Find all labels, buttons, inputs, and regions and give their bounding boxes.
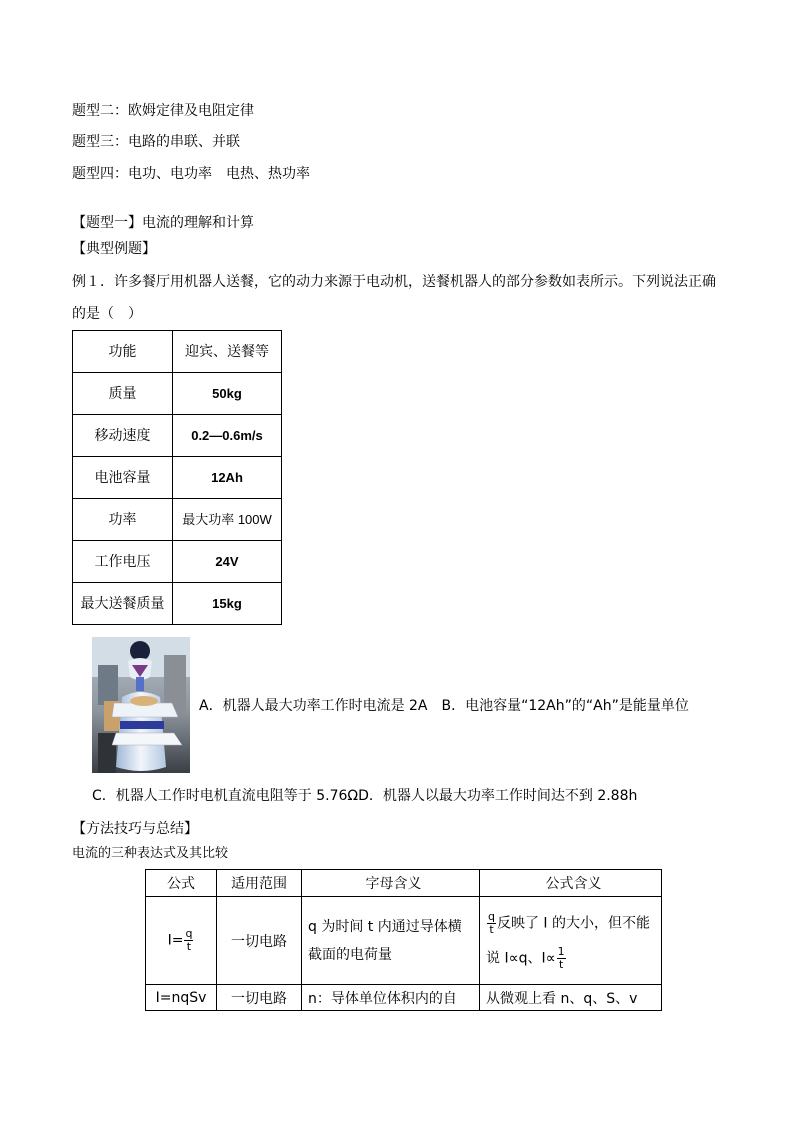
column-header: 公式 — [146, 870, 217, 897]
meaning-cell — [302, 897, 480, 985]
fraction — [184, 928, 193, 953]
formula-prefix: I= — [167, 932, 184, 949]
param-value: 12Ah — [173, 457, 282, 499]
question-line-2: 的是（ ） — [72, 306, 142, 322]
fraction-numerator: q — [488, 909, 495, 923]
table-row — [73, 457, 282, 499]
meaning-cell: n：导体单位体积内的自 — [302, 985, 480, 1011]
current-formula-table — [145, 869, 662, 1011]
column-header: 适用范围 — [217, 870, 302, 897]
table-row — [146, 897, 662, 985]
table-row — [73, 583, 282, 625]
param-key: 移动速度 — [73, 415, 173, 457]
fraction-denominator: t — [186, 940, 192, 953]
table-row — [73, 499, 282, 541]
param-value: 迎宾、送餐等 — [173, 331, 282, 373]
formula-cell — [146, 897, 217, 985]
param-key: 功率 — [73, 499, 173, 541]
meaning-line: q 为时间 t 内通过导体横 — [308, 918, 462, 935]
explain-line — [486, 946, 661, 971]
explain-line — [486, 911, 661, 936]
examples-label: 【典型例题】 — [72, 241, 156, 257]
fraction-numerator: q — [185, 927, 193, 940]
fraction-denominator: t — [489, 922, 494, 936]
table-row — [73, 541, 282, 583]
param-value: 15kg — [173, 583, 282, 625]
option-ab: A．机器人最大功率工作时电流是 2A B．电池容量“12Ah”的“Ah”是能量单位 — [199, 698, 689, 714]
fraction — [487, 911, 496, 936]
table-row — [73, 415, 282, 457]
table-row — [73, 331, 282, 373]
param-key: 工作电压 — [73, 541, 173, 583]
option-cd: C．机器人工作时电机直流电阻等于 5.76ΩD．机器人以最大功率工作时间达不到 2.88h — [92, 788, 638, 804]
scope-cell: 一切电路 — [217, 897, 302, 985]
meaning-line: 截面的电荷量 — [308, 946, 392, 963]
question-line-1: 例１．许多餐厅用机器人送餐，它的动力来源于电动机，送餐机器人的部分参数如表所示。下列说法正确 — [72, 274, 716, 290]
topic-2: 题型二：欧姆定律及电阻定律 — [72, 103, 254, 119]
scope-cell: 一切电路 — [217, 985, 302, 1011]
explain-cell: 从微观上看 n、q、S、v — [480, 985, 662, 1011]
methods-subtitle: 电流的三种表达式及其比较 — [72, 846, 229, 861]
methods-heading: 【方法技巧与总结】 — [72, 821, 198, 837]
param-key: 电池容量 — [73, 457, 173, 499]
param-key: 最大送餐质量 — [73, 583, 173, 625]
param-value: 最大功率 100W — [173, 499, 282, 541]
column-header: 字母含义 — [302, 870, 480, 897]
table-row — [146, 985, 662, 1011]
robot-photo — [92, 637, 190, 773]
explain-text: 说 I∝q、I∝ — [486, 950, 556, 966]
section-heading: 【题型一】电流的理解和计算 — [72, 215, 254, 231]
param-key: 功能 — [73, 331, 173, 373]
fraction-numerator: 1 — [557, 944, 565, 958]
explain-text: 反映了 I 的大小，但不能 — [496, 915, 651, 931]
column-header: 公式含义 — [480, 870, 662, 897]
table-header-row — [146, 870, 662, 897]
param-value: 24V — [173, 541, 282, 583]
param-value: 50kg — [173, 373, 282, 415]
explain-cell — [480, 897, 662, 985]
topic-3: 题型三：电路的串联、并联 — [72, 134, 240, 150]
fraction — [557, 946, 566, 971]
param-key: 质量 — [73, 373, 173, 415]
formula-cell: I=nqSv — [146, 985, 217, 1011]
robot-parameter-table — [72, 330, 282, 625]
table-row — [73, 373, 282, 415]
param-value: 0.2—0.6m/s — [173, 415, 282, 457]
topic-4: 题型四：电功、电功率 电热、热功率 — [72, 166, 310, 182]
fraction-denominator: t — [558, 957, 564, 971]
